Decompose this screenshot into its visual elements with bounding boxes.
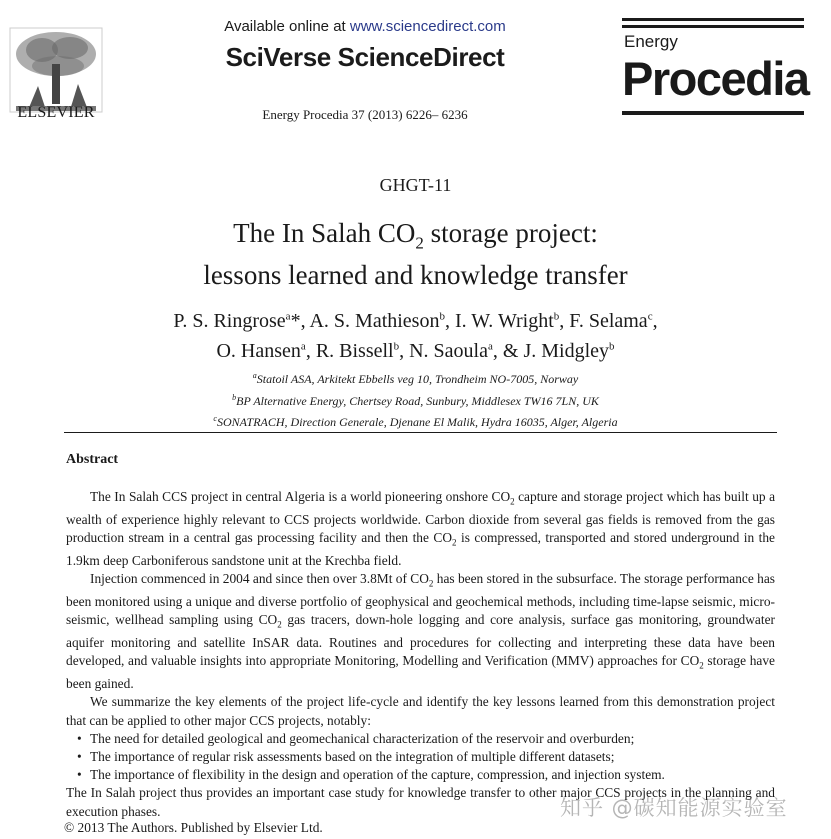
sciencedirect-link[interactable]: www.sciencedirect.com: [349, 18, 506, 35]
author: A. S. Mathieson$^b$,: [309, 309, 455, 332]
lessons-list: [66, 730, 775, 785]
abstract-paragraph: We summarize the key elements of the project life-cycle and identify the key lessons learned from this demonstration project that can be applied to other major CCS projects, notably:: [66, 694, 775, 728]
conference-label: GHGT-11: [379, 175, 452, 195]
abstract-body: [66, 488, 775, 821]
journal-citation: Energy Procedia 37 (2013) 6226– 6236: [262, 107, 468, 122]
logo-procedia-text: Procedia: [622, 52, 809, 105]
available-online-line: [200, 18, 530, 35]
title-line-1: [60, 217, 771, 259]
list-item: • The need for detailed geological and geomechanical characterization of the reservoir and overburden;: [90, 730, 775, 748]
title-line-2: lessons learned and knowledge transfer: [203, 260, 628, 291]
abstract-heading: Abstract: [66, 452, 119, 467]
title-subscript: 2: [415, 233, 424, 253]
title-text-b: storage project:: [423, 218, 598, 248]
author: N. Saoula$^a$, &: [409, 340, 524, 363]
author: I. W. Wright$^b$,: [454, 309, 570, 332]
elsevier-wordmark: ELSEVIER: [17, 104, 95, 121]
copyright-notice: © 2013 The Authors. Published by Elsevier Ltd.: [64, 820, 323, 835]
author: P. S. Ringrose$^a$*,: [173, 309, 310, 332]
author: O. Hansen$^a$,: [216, 340, 316, 363]
author-line-1: [60, 303, 771, 334]
list-item: • The importance of flexibility in the design and operation of the capture, compression, and injection system.: [90, 766, 775, 784]
author-list: [60, 303, 771, 364]
abstract-paragraph: The In Salah CCS project in central Algeria is a world pioneering onshore $CO_2$ capture and storage project which has built up a wealth of experience highly relevant to CCS projects worldwide. Carbon dioxide from several gas fields is removed from the gas production stream in a central gas processing facility and then the $CO_2$ is compressed, transported and stored underground in the 1.9km deep Carboniferous sandstone unit at the Krechba field.: [66, 489, 776, 568]
author: F. Selama$^c$,: [569, 309, 658, 332]
abstract-closing: The In Salah project thus provides an important case study for knowledge transfer to other major CCS projects in the planning and execution phases.: [66, 785, 775, 819]
abstract-paragraph: Injection commenced in 2004 and since then over 3.8Mt of $CO_2$ has been stored in the subsurface. The storage performance has been monitored using a unique and diverse portfolio of geophysical and geochemical methods, including time-lapse seismic, micro-seismic, wellhead sampling using $CO_2$ gas tracers, down-hole logging and core analysis, surface gas monitoring, groundwater aquifer monitoring and satellite InSAR data. Routines and procedures for collecting and interpreting these data have been developed, and valuable insights into appropriate Monitoring, Modelling and Verification (MMV) approaches for $CO_2$ storage have been gained.: [66, 571, 775, 692]
affiliations: [60, 367, 771, 432]
logo-rule-second: [622, 25, 804, 28]
paper-title: [60, 217, 771, 292]
energy-procedia-logo: [622, 18, 809, 118]
author-line-2: [60, 334, 771, 365]
watermark: 知乎 @碳知能源实验室: [560, 796, 788, 820]
logo-rule-bottom: [622, 111, 804, 115]
platform-wordmark: SciVerse ScienceDirect: [225, 42, 505, 72]
affiliation: $^b$BP Alternative Energy, Chertsey Road, Sunbury, Middlesex TW16 7LN, UK: [232, 392, 599, 408]
author: R. Bissell$^b$,: [315, 340, 410, 363]
author: J. Midgley$^b$: [523, 340, 615, 363]
available-prefix: Available online at: [224, 18, 350, 35]
affiliation: $^a$Statoil ASA, Arkitekt Ebbells veg 10, Trondheim NO-7005, Norway: [252, 371, 579, 386]
section-divider: [64, 432, 777, 433]
logo-rule-top: [622, 18, 804, 21]
affiliation: $^c$SONATRACH, Direction Generale, Djenane El Malik, Hydra 16035, Alger, Algeria: [213, 414, 618, 429]
logo-energy-text: Energy: [624, 32, 678, 51]
list-item: • The importance of regular risk assessments based on the integration of multiple different datasets;: [90, 748, 775, 766]
title-text-a: The In Salah CO: [233, 218, 416, 248]
